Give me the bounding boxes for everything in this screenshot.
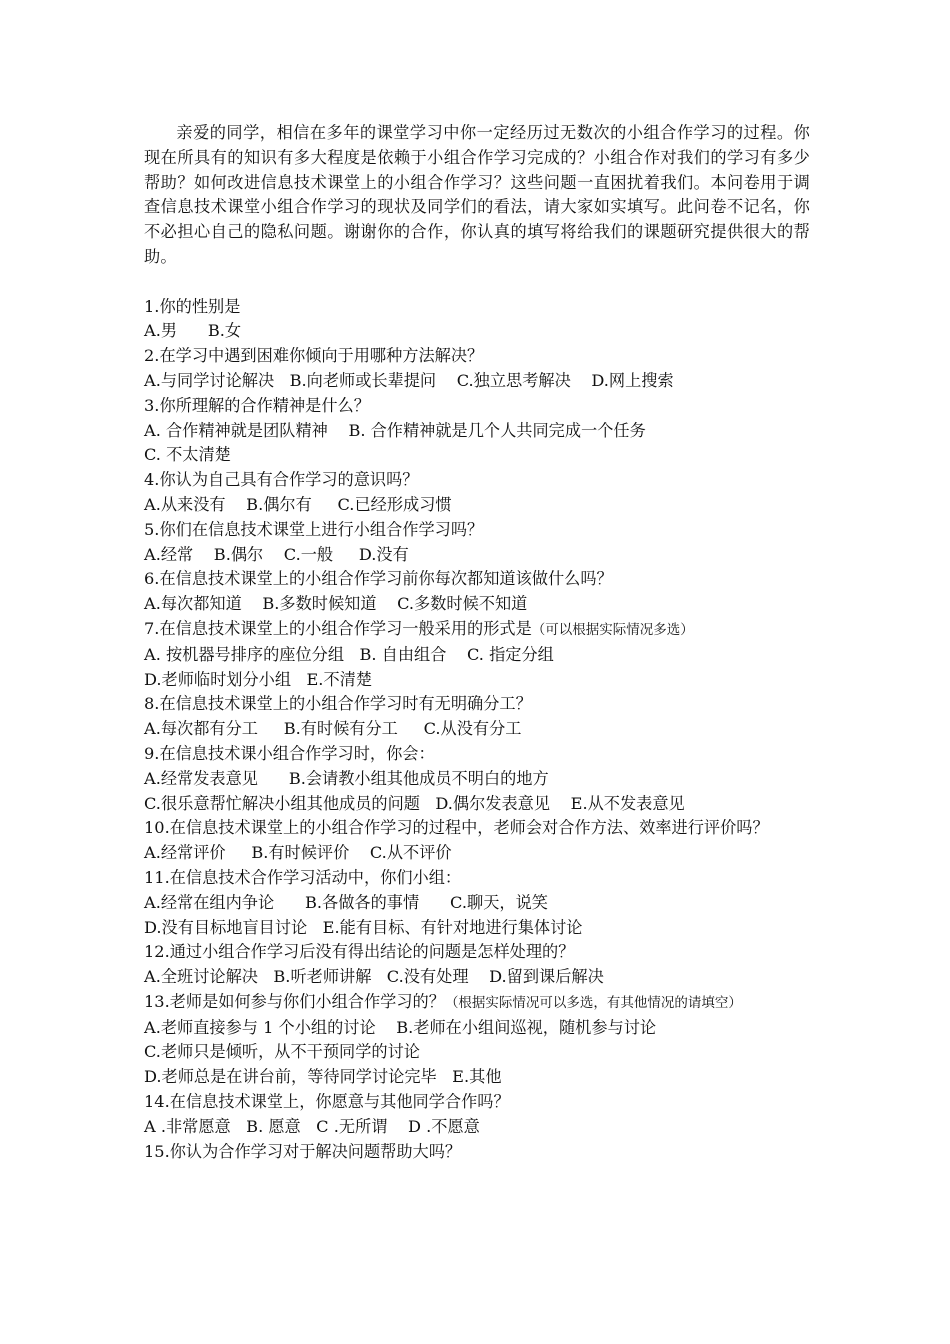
question-text: 7.在信息技术课堂上的小组合作学习一般采用的形式是 — [144, 618, 532, 638]
question-5 — [144, 518, 810, 568]
answer-options: A.老师直接参与 1 个小组的讨论 B.老师在小组间巡视，随机参与讨论 — [144, 1017, 657, 1037]
question-list — [144, 295, 810, 1165]
question-text: 5.你们在信息技术课堂上进行小组合作学习吗？ — [144, 519, 484, 539]
question-13 — [144, 990, 810, 1090]
question-title — [144, 468, 810, 493]
answer-options: C.很乐意帮忙解决小组其他成员的问题 D.偶尔发表意见 E.从不发表意见 — [144, 793, 685, 813]
question-text: 6.在信息技术课堂上的小组合作学习前你每次都知道该做什么吗？ — [144, 569, 613, 589]
question-title — [144, 816, 810, 841]
answer-options: A.经常 B.偶尔 C.一般 D.没有 — [144, 544, 409, 564]
question-text: 10.在信息技术课堂上的小组合作学习的过程中，老师会对合作方法、效率进行评价吗？ — [144, 818, 769, 838]
question-title — [144, 940, 810, 965]
question-title — [144, 742, 810, 767]
question-title — [144, 990, 810, 1016]
question-3 — [144, 394, 810, 468]
document-page — [144, 121, 810, 1164]
question-title — [144, 518, 810, 543]
answer-options: A.每次都知道 B.多数时候知道 C.多数时候不知道 — [144, 594, 528, 614]
answer-options: A.男 B.女 — [144, 321, 242, 341]
answer-options: C. 不太清楚 — [144, 445, 231, 465]
question-note: （根据实际情况可以多选，有其他情况的请填空） — [444, 994, 742, 1011]
question-text: 3.你所理解的合作精神是什么？ — [144, 395, 370, 415]
question-title — [144, 1090, 810, 1115]
question-14 — [144, 1090, 810, 1140]
answer-options: D.老师临时划分小组 E.不清楚 — [144, 669, 373, 689]
question-4 — [144, 468, 810, 518]
question-title — [144, 1140, 810, 1165]
question-15 — [144, 1140, 810, 1165]
question-9 — [144, 742, 810, 816]
question-8 — [144, 692, 810, 742]
question-note: （可以根据实际情况多选） — [531, 621, 694, 638]
answer-options: C.老师只是倾听，从不干预同学的讨论 — [144, 1042, 420, 1062]
answer-options: A.经常发表意见 B.会请教小组其他成员不明白的地方 — [144, 768, 549, 788]
answer-options: A. 合作精神就是团队精神 B. 合作精神就是几个人共同完成一个任务 — [144, 420, 646, 440]
question-title — [144, 567, 810, 592]
question-title — [144, 617, 810, 643]
question-6 — [144, 567, 810, 617]
answer-options: A.每次都有分工 B.有时候有分工 C.从没有分工 — [144, 719, 522, 739]
answer-options: A.经常在组内争论 B.各做各的事情 C.聊天，说笑 — [144, 892, 548, 912]
answer-options: D.没有目标地盲目讨论 E.能有目标、有针对地进行集体讨论 — [144, 917, 583, 937]
question-10 — [144, 816, 810, 866]
answer-options: D.老师总是在讲台前，等待同学讨论完毕 E.其他 — [144, 1067, 502, 1087]
question-title — [144, 394, 810, 419]
question-title — [144, 692, 810, 717]
answer-options: A.从来没有 B.偶尔有 C.已经形成习惯 — [144, 494, 452, 514]
question-11 — [144, 866, 810, 940]
question-text: 14.在信息技术课堂上，你愿意与其他同学合作吗？ — [144, 1092, 510, 1112]
answer-options: A.经常评价 B.有时候评价 C.从不评价 — [144, 843, 452, 863]
question-text: 2.在学习中遇到困难你倾向于用哪种方法解决？ — [144, 346, 484, 366]
question-2 — [144, 344, 810, 394]
question-text: 9.在信息技术课小组合作学习时，你会： — [144, 743, 435, 763]
answer-options: A.与同学讨论解决 B.向老师或长辈提问 C.独立思考解决 D.网上搜索 — [144, 370, 674, 390]
question-text: 13.老师是如何参与你们小组合作学习的？ — [144, 991, 445, 1011]
question-12 — [144, 940, 810, 990]
question-title — [144, 866, 810, 891]
question-text: 12.通过小组合作学习后没有得出结论的问题是怎样处理的？ — [144, 942, 575, 962]
question-text: 15.你认为合作学习对于解决问题帮助大吗？ — [144, 1141, 462, 1161]
intro-paragraph: 亲爱的同学，相信在多年的课堂学习中你一定经历过无数次的小组合作学习的过程。你现在所具有的知识有多大程度是依赖于小组合作学习完成的？小组合作对我们的学习有多少帮助？如何改进信息技术课堂上的小组合作学习？这些问题一直困扰着我们。本问卷用于调查信息技术课堂小组合作学习的现状及同学们的看法，请大家如实填写。此问卷不记名，你不必担心自己的隐私问题。谢谢你的合作，你认真的填写将给我们的课题研究提供很大的帮助。 — [144, 123, 810, 266]
question-text: 11.在信息技术合作学习活动中，你们小组： — [144, 867, 462, 887]
question-1 — [144, 295, 810, 345]
question-text: 4.你认为自己具有合作学习的意识吗？ — [144, 470, 419, 490]
question-text: 1.你的性别是 — [144, 296, 241, 316]
answer-options: A .非常愿意 B. 愿意 C .无所谓 D .不愿意 — [144, 1116, 480, 1136]
question-text: 8.在信息技术课堂上的小组合作学习时有无明确分工？ — [144, 694, 532, 714]
answer-options: A.全班讨论解决 B.听老师讲解 C.没有处理 D.留到课后解决 — [144, 967, 604, 987]
question-title — [144, 295, 810, 320]
question-title — [144, 344, 810, 369]
blank-line — [144, 270, 810, 295]
question-7 — [144, 617, 810, 692]
answer-options: A. 按机器号排序的座位分组 B. 自由组合 C. 指定分组 — [144, 644, 554, 664]
